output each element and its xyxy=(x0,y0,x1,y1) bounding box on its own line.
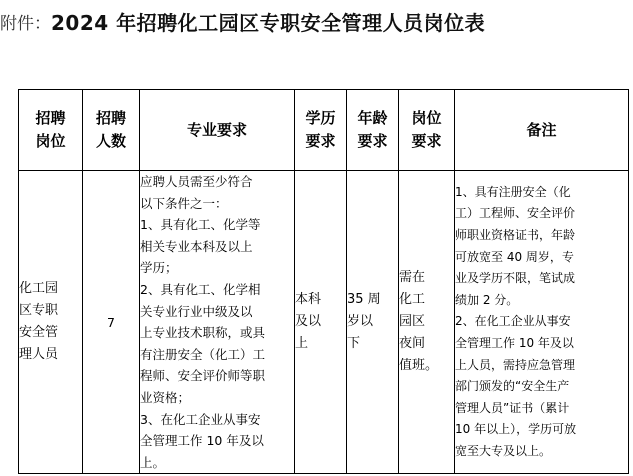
header-post: 招聘 岗位 xyxy=(19,90,83,171)
cell-post: 化工园 区专职 安全管 理人员 xyxy=(19,171,83,474)
title-main: 2024 年招聘化工园区专职安全管理人员岗位表 xyxy=(51,11,486,35)
cell-education: 本科 及以 上 xyxy=(295,171,347,474)
header-note: 备注 xyxy=(455,90,629,171)
cell-count: 7 xyxy=(83,171,140,474)
title-prefix: 附件： xyxy=(0,14,51,34)
table-row xyxy=(19,171,629,474)
cell-note: 1、具有注册安全（化 工）工程师、安全评价 师职业资格证书，年龄 可放宽至 40 周岁，专 业及学历不限，笔试成 绩加 2 分。 2、在化工企业从事安 全管理工作 10 年及以 上人员，需持应急管理 部门颁发的“安全生产 管理人员”证书（累计 10 年以上），学历可放 宽至大专及以上。 xyxy=(455,171,629,474)
table-header-row xyxy=(19,90,629,171)
document-title xyxy=(0,7,633,35)
cell-duty: 需在 化工 园区 夜间 值班。 xyxy=(399,171,455,474)
header-age: 年龄 要求 xyxy=(347,90,399,171)
header-count: 招聘 人数 xyxy=(83,90,140,171)
header-major: 专业要求 xyxy=(140,90,295,171)
positions-table xyxy=(18,89,629,474)
header-education: 学历 要求 xyxy=(295,90,347,171)
cell-major: 应聘人员需至少符合 以下条件之一： 1、具有化工、化学等 相关专业本科及以上 学历； 2、具有化工、化学相 关专业行业中级及以 上专业技术职称，或具 有注册安全（化工）工 程师、安全评价师等职 业资格； 3、在化工企业从事安 全管理工作 10 年及以 上。 xyxy=(140,171,295,474)
header-duty: 岗位 要求 xyxy=(399,90,455,171)
cell-age: 35 周 岁以 下 xyxy=(347,171,399,474)
